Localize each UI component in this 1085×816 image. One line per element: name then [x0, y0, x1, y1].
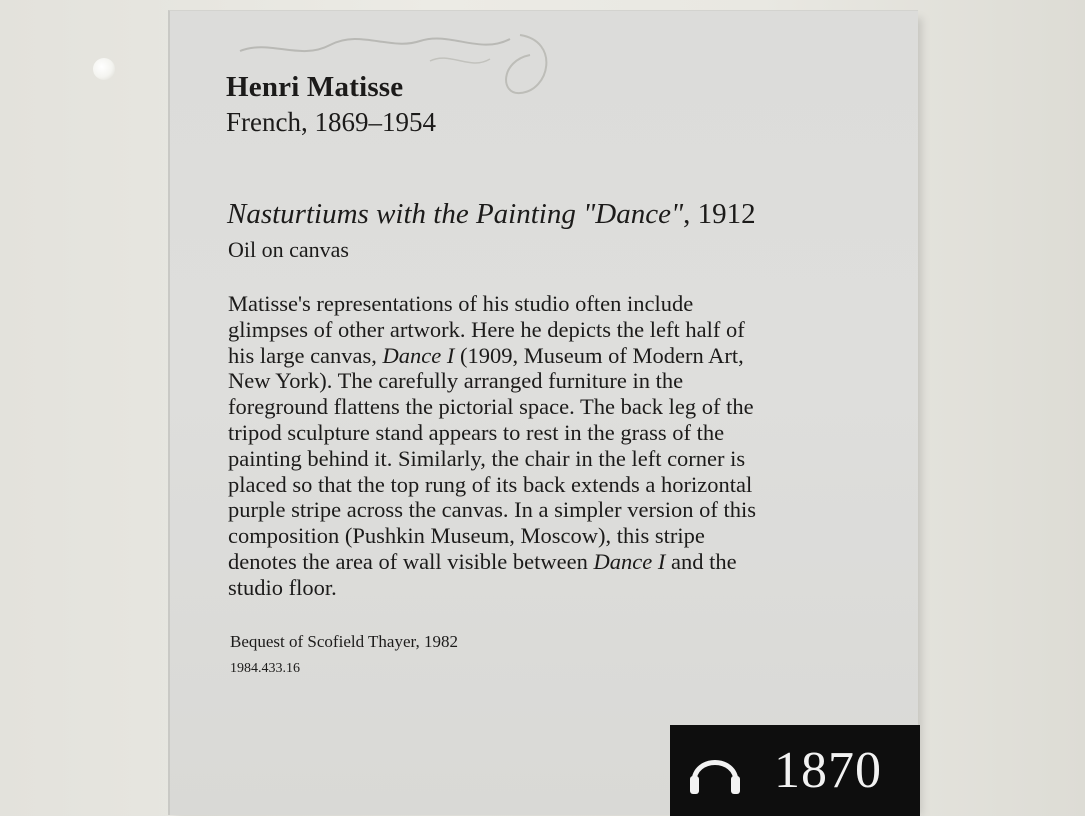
description-line: [228, 291, 868, 317]
description-text: foreground flattens the pictorial space. The back leg of the: [228, 394, 754, 420]
description-line: [228, 420, 868, 446]
description-text: and the: [665, 548, 737, 574]
description-text: Matisse's representations of his studio often include: [228, 291, 694, 316]
description-line: [228, 317, 868, 343]
description-line: [228, 523, 868, 549]
description-text: placed so that the top rung of its back extends a horizontal: [228, 471, 753, 497]
artist-name: Henri Matisse: [226, 71, 404, 103]
description-line: [228, 343, 868, 369]
audio-guide-badge: [670, 725, 920, 816]
artwork-medium: Oil on canvas: [228, 237, 349, 262]
museum-label-card: [168, 10, 918, 815]
description-line: [228, 394, 868, 420]
description-line: [228, 368, 868, 394]
description-text: painting behind it. Similarly, the chair in the left corner is: [228, 445, 746, 471]
description-line: [228, 497, 868, 523]
description-line: [228, 575, 868, 601]
artwork-title-name: Nasturtiums with the Painting "Dance": [227, 198, 684, 230]
description-italic-title: Dance I: [382, 342, 455, 368]
artist-nationality-dates: French, 1869–1954: [226, 107, 436, 137]
description-text: (1909, Museum of Modern Art,: [454, 342, 744, 368]
description-text: tripod sculpture stand appears to rest in the grass of the: [228, 419, 725, 445]
audio-guide-number: 1870: [774, 742, 882, 799]
wall-pin: [93, 58, 115, 80]
description-text: his large canvas,: [228, 342, 383, 368]
artwork-title-year: , 1912: [683, 198, 756, 230]
description-text: New York). The carefully arranged furniture in the: [228, 368, 684, 394]
headphones-icon: [686, 742, 744, 800]
accession-number: 1984.433.16: [230, 661, 300, 676]
description-text: studio floor.: [228, 574, 337, 600]
description-line: [228, 446, 868, 472]
description-italic-title: Dance I: [593, 548, 666, 574]
credit-line: Bequest of Scofield Thayer, 1982: [230, 632, 458, 651]
artwork-title: [227, 198, 756, 231]
description-text: denotes the area of wall visible between: [228, 548, 594, 574]
description-text: purple stripe across the canvas. In a simpler version of this: [228, 497, 756, 523]
description-line: [228, 472, 868, 498]
description-text: composition (Pushkin Museum, Moscow), this stripe: [228, 523, 705, 549]
description-line: [228, 549, 868, 575]
artwork-description: [228, 291, 868, 601]
description-text: glimpses of other artwork. Here he depicts the left half of: [228, 316, 745, 342]
